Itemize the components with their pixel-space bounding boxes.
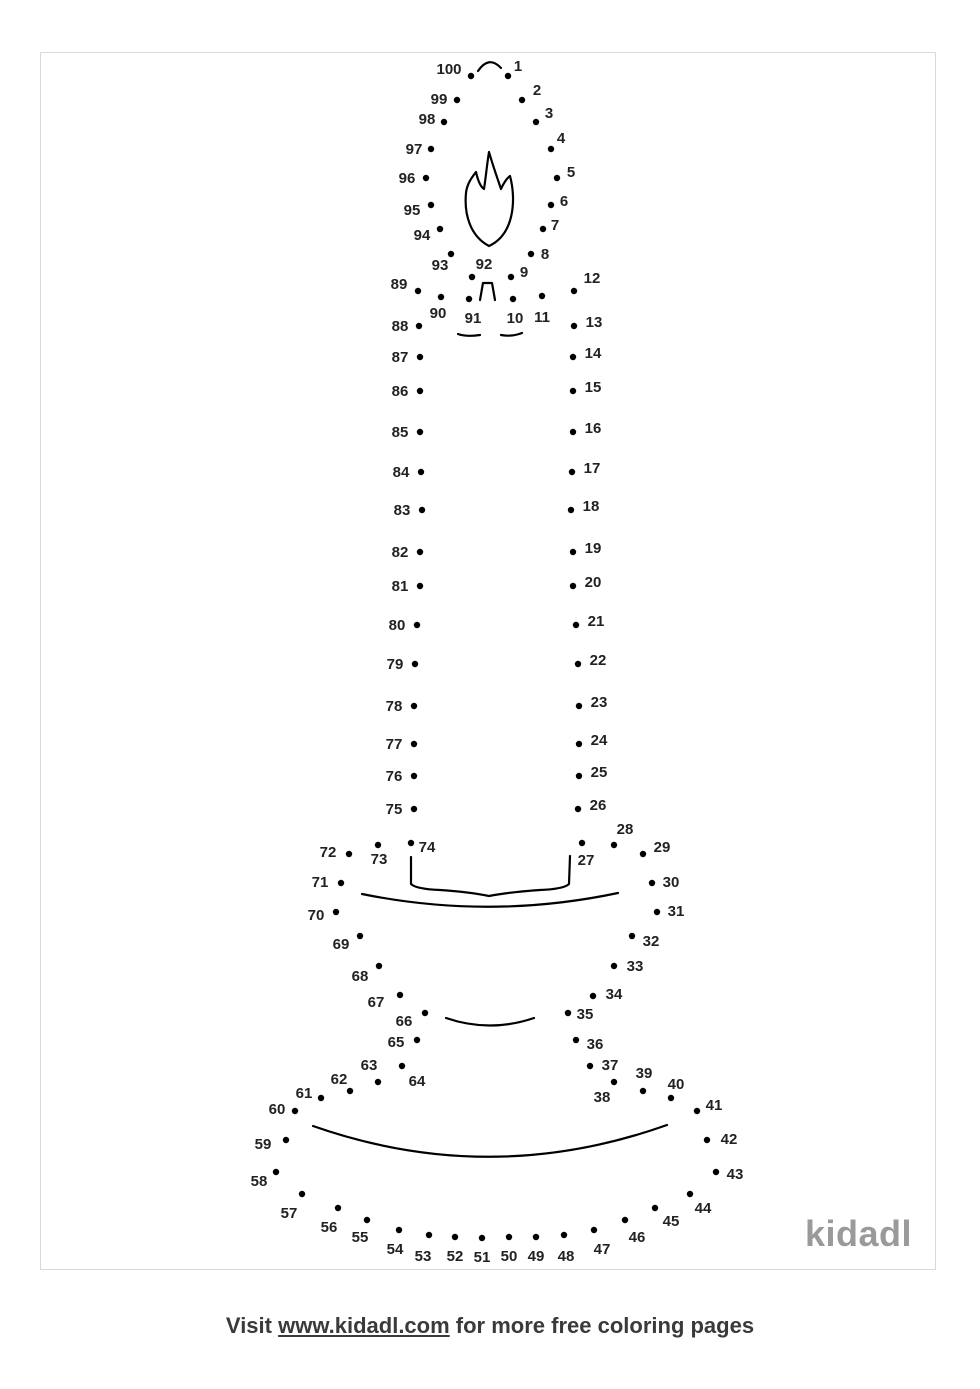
- dot-40: [668, 1095, 674, 1101]
- dot-90: [438, 294, 444, 300]
- dot-number-10: 10: [506, 310, 524, 327]
- dot-number-74: 74: [418, 839, 436, 856]
- dot-number-84: 84: [392, 464, 410, 481]
- dot-number-54: 54: [386, 1241, 404, 1258]
- candle-holder-cup: [411, 856, 570, 896]
- dot-number-28: 28: [616, 821, 634, 838]
- dot-number-75: 75: [385, 801, 403, 818]
- dot-number-13: 13: [585, 314, 603, 331]
- dot-38: [611, 1079, 617, 1085]
- dot-87: [417, 354, 423, 360]
- dot-72: [346, 851, 352, 857]
- dot-37: [587, 1063, 593, 1069]
- dot-number-71: 71: [311, 874, 329, 891]
- dot-69: [357, 933, 363, 939]
- dot-41: [694, 1108, 700, 1114]
- numbered-dots: [251, 58, 744, 1266]
- dot-5: [554, 175, 560, 181]
- dot-43: [713, 1169, 719, 1175]
- dot-82: [417, 549, 423, 555]
- dot-73: [375, 842, 381, 848]
- dot-39: [640, 1088, 646, 1094]
- dot-44: [687, 1191, 693, 1197]
- dot-number-7: 7: [550, 217, 560, 234]
- dot-number-18: 18: [582, 498, 600, 515]
- kidadl-watermark-logo: kidadl: [804, 1213, 912, 1254]
- dot-number-59: 59: [254, 1136, 272, 1153]
- dot-35: [565, 1010, 571, 1016]
- dot-number-34: 34: [605, 986, 623, 1003]
- dot-number-29: 29: [653, 839, 671, 856]
- dot-number-86: 86: [391, 383, 409, 400]
- dot-number-8: 8: [540, 246, 550, 263]
- dot-80: [414, 622, 420, 628]
- dot-number-46: 46: [628, 1229, 646, 1246]
- dot-21: [573, 622, 579, 628]
- dot-number-3: 3: [544, 105, 554, 122]
- dot-64: [399, 1063, 405, 1069]
- dot-28: [611, 842, 617, 848]
- dot-number-79: 79: [386, 656, 404, 673]
- dot-81: [417, 583, 423, 589]
- dot-number-19: 19: [584, 540, 602, 557]
- dot-number-87: 87: [391, 349, 409, 366]
- dot-71: [338, 880, 344, 886]
- dot-number-42: 42: [720, 1131, 738, 1148]
- dot-60: [292, 1108, 298, 1114]
- dot-26: [575, 806, 581, 812]
- dot-number-62: 62: [330, 1071, 348, 1088]
- dot-14: [570, 354, 576, 360]
- dot-53: [426, 1232, 432, 1238]
- dot-number-4: 4: [556, 130, 566, 147]
- dot-48: [561, 1232, 567, 1238]
- dot-93: [448, 251, 454, 257]
- dot-number-53: 53: [414, 1248, 432, 1265]
- holder-base-arc: [313, 1125, 667, 1157]
- dot-number-31: 31: [667, 903, 685, 920]
- dot-86: [417, 388, 423, 394]
- dot-57: [299, 1191, 305, 1197]
- dot-number-30: 30: [662, 874, 680, 891]
- dot-number-48: 48: [557, 1248, 575, 1265]
- dot-98: [441, 119, 447, 125]
- dot-51: [479, 1235, 485, 1241]
- dot-20: [570, 583, 576, 589]
- dot-number-81: 81: [391, 578, 409, 595]
- dot-number-22: 22: [589, 652, 607, 669]
- dot-number-51: 51: [473, 1249, 491, 1266]
- footer-text-before: Visit: [225, 1313, 279, 1338]
- dot-61: [318, 1095, 324, 1101]
- dot-2: [519, 97, 525, 103]
- dot-number-15: 15: [584, 379, 602, 396]
- footer-message: [0, 1313, 980, 1339]
- dot-100: [468, 73, 474, 79]
- dot-number-91: 91: [464, 310, 482, 327]
- dot-13: [571, 323, 577, 329]
- dot-4: [548, 146, 554, 152]
- dot-88: [416, 323, 422, 329]
- dot-25: [576, 773, 582, 779]
- dot-number-61: 61: [295, 1085, 313, 1102]
- dot-74: [408, 840, 414, 846]
- dot-number-94: 94: [413, 227, 431, 244]
- dot-number-14: 14: [584, 345, 602, 362]
- dot-number-85: 85: [391, 424, 409, 441]
- dot-94: [437, 226, 443, 232]
- dot-number-20: 20: [584, 574, 602, 591]
- dot-58: [273, 1169, 279, 1175]
- dot-number-64: 64: [408, 1073, 426, 1090]
- dot-84: [418, 469, 424, 475]
- dot-number-36: 36: [586, 1036, 604, 1053]
- dot-number-56: 56: [320, 1219, 338, 1236]
- dot-97: [428, 146, 434, 152]
- dot-number-70: 70: [307, 907, 325, 924]
- dot-number-40: 40: [667, 1076, 685, 1093]
- dot-number-96: 96: [398, 170, 416, 187]
- dot-number-66: 66: [395, 1013, 413, 1030]
- dot-number-95: 95: [403, 202, 421, 219]
- candle-tip-arc: [478, 62, 501, 71]
- dot-62: [347, 1088, 353, 1094]
- dot-49: [533, 1234, 539, 1240]
- dot-number-99: 99: [430, 91, 448, 108]
- dot-54: [396, 1227, 402, 1233]
- dot-number-63: 63: [360, 1057, 378, 1074]
- dot-number-35: 35: [576, 1006, 594, 1023]
- dot-number-32: 32: [642, 933, 660, 950]
- dot-number-67: 67: [367, 994, 385, 1011]
- dot-number-89: 89: [390, 276, 408, 293]
- dot-number-17: 17: [583, 460, 601, 477]
- dot-31: [654, 909, 660, 915]
- dot-number-1: 1: [513, 58, 523, 75]
- dot-number-24: 24: [590, 732, 608, 749]
- dot-52: [452, 1234, 458, 1240]
- footer-text-after: for more free coloring pages: [449, 1313, 755, 1338]
- dot-number-12: 12: [583, 270, 601, 287]
- dot-number-80: 80: [388, 617, 406, 634]
- dot-number-2: 2: [532, 82, 542, 99]
- dot-number-41: 41: [705, 1097, 723, 1114]
- dot-number-65: 65: [387, 1034, 405, 1051]
- dot-29: [640, 851, 646, 857]
- dot-10: [510, 296, 516, 302]
- dot-number-26: 26: [589, 797, 607, 814]
- dot-19: [570, 549, 576, 555]
- dot-55: [364, 1217, 370, 1223]
- dot-76: [411, 773, 417, 779]
- dot-number-93: 93: [431, 257, 449, 274]
- wick-base-right: [501, 333, 522, 336]
- dot-63: [375, 1079, 381, 1085]
- dot-number-97: 97: [405, 141, 423, 158]
- dot-number-44: 44: [694, 1200, 712, 1217]
- dot-79: [412, 661, 418, 667]
- dot-number-83: 83: [393, 502, 411, 519]
- dot-number-68: 68: [351, 968, 369, 985]
- dot-16: [570, 429, 576, 435]
- dot-30: [649, 880, 655, 886]
- dot-number-76: 76: [385, 768, 403, 785]
- dot-42: [704, 1137, 710, 1143]
- dot-number-58: 58: [250, 1173, 268, 1190]
- dot-7: [540, 226, 546, 232]
- dot-50: [506, 1234, 512, 1240]
- dot-number-55: 55: [351, 1229, 369, 1246]
- dot-23: [576, 703, 582, 709]
- dot-34: [590, 993, 596, 999]
- dot-number-77: 77: [385, 736, 403, 753]
- dot-17: [569, 469, 575, 475]
- dot-96: [423, 175, 429, 181]
- dot-number-39: 39: [635, 1065, 653, 1082]
- dot-8: [528, 251, 534, 257]
- dot-number-47: 47: [593, 1241, 611, 1258]
- dot-number-98: 98: [418, 111, 436, 128]
- dot-56: [335, 1205, 341, 1211]
- dot-number-38: 38: [593, 1089, 611, 1106]
- wick-base-left: [458, 334, 480, 336]
- dot-number-45: 45: [662, 1213, 680, 1230]
- dot-78: [411, 703, 417, 709]
- dot-number-43: 43: [726, 1166, 744, 1183]
- dot-68: [376, 963, 382, 969]
- dot-number-5: 5: [566, 164, 576, 181]
- dot-92: [469, 274, 475, 280]
- dot-66: [422, 1010, 428, 1016]
- dot-number-88: 88: [391, 318, 409, 335]
- flame-outline: [466, 152, 513, 246]
- dot-70: [333, 909, 339, 915]
- dot-number-6: 6: [559, 193, 569, 210]
- dot-number-52: 52: [446, 1248, 464, 1265]
- dot-number-21: 21: [587, 613, 605, 630]
- dot-number-16: 16: [584, 420, 602, 437]
- dot-number-72: 72: [319, 844, 337, 861]
- dot-number-69: 69: [332, 936, 350, 953]
- dot-number-49: 49: [527, 1248, 545, 1265]
- dot-15: [570, 388, 576, 394]
- dot-number-50: 50: [500, 1248, 518, 1265]
- dot-number-100: 100: [436, 61, 462, 78]
- dot-number-57: 57: [280, 1205, 298, 1222]
- dot-number-27: 27: [577, 852, 595, 869]
- dot-36: [573, 1037, 579, 1043]
- dot-1: [505, 73, 511, 79]
- dot-83: [419, 507, 425, 513]
- dot-67: [397, 992, 403, 998]
- dot-27: [579, 840, 585, 846]
- dot-6: [548, 202, 554, 208]
- holder-neck-arc: [446, 1018, 534, 1026]
- dot-number-90: 90: [429, 305, 447, 322]
- dot-number-60: 60: [268, 1101, 286, 1118]
- dot-32: [629, 933, 635, 939]
- dot-number-33: 33: [626, 958, 644, 975]
- dot-91: [466, 296, 472, 302]
- dot-number-78: 78: [385, 698, 403, 715]
- dot-11: [539, 293, 545, 299]
- dot-33: [611, 963, 617, 969]
- dot-89: [415, 288, 421, 294]
- dot-59: [283, 1137, 289, 1143]
- dot-9: [508, 274, 514, 280]
- kidadl-website-link[interactable]: www.kidadl.com: [278, 1313, 450, 1338]
- dot-95: [428, 202, 434, 208]
- dot-number-25: 25: [590, 764, 608, 781]
- dot-22: [575, 661, 581, 667]
- dot-number-11: 11: [534, 309, 550, 326]
- dot-75: [411, 806, 417, 812]
- dot-number-92: 92: [475, 256, 493, 273]
- dot-77: [411, 741, 417, 747]
- dot-12: [571, 288, 577, 294]
- dot-85: [417, 429, 423, 435]
- dot-number-82: 82: [391, 544, 409, 561]
- dot-65: [414, 1037, 420, 1043]
- dot-46: [622, 1217, 628, 1223]
- dot-24: [576, 741, 582, 747]
- dot-99: [454, 97, 460, 103]
- dot-number-23: 23: [590, 694, 608, 711]
- dot-3: [533, 119, 539, 125]
- dot-number-9: 9: [519, 264, 529, 281]
- dot-45: [652, 1205, 658, 1211]
- wick: [480, 283, 495, 300]
- dot-number-37: 37: [601, 1057, 619, 1074]
- dot-18: [568, 507, 574, 513]
- dot-47: [591, 1227, 597, 1233]
- dot-number-73: 73: [370, 851, 388, 868]
